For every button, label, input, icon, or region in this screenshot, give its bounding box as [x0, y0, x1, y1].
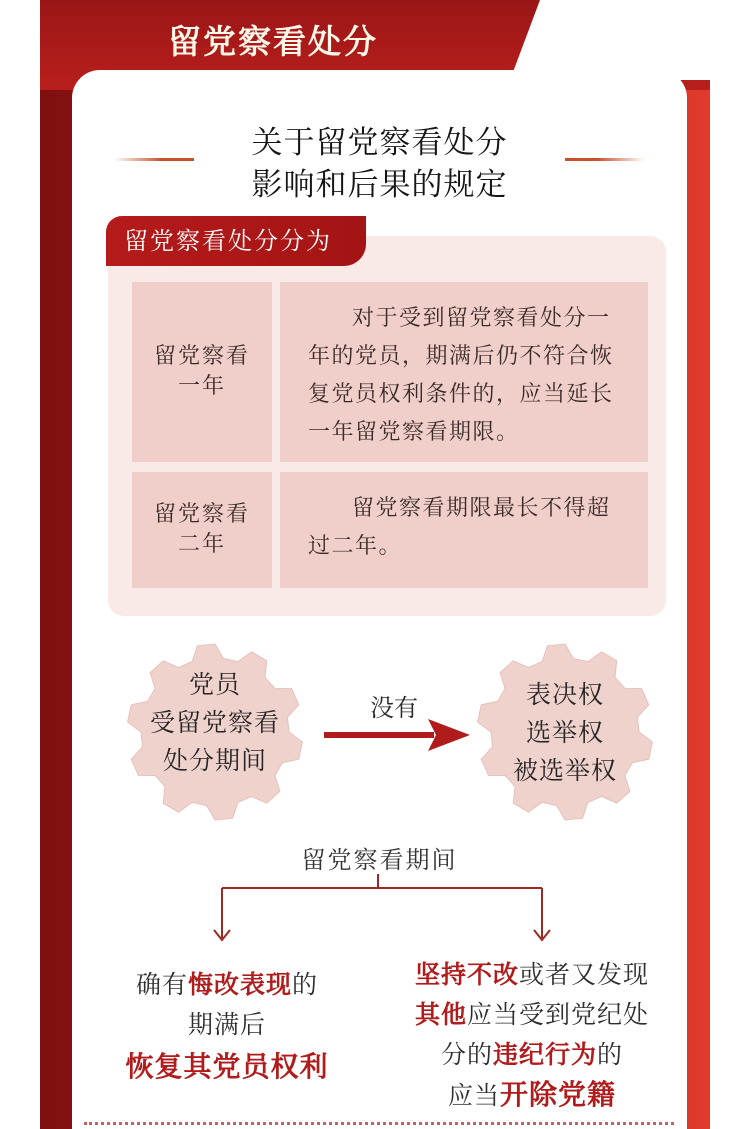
label-line: 一年 [177, 374, 226, 399]
panel-tag: 留党察看处分分为 [106, 216, 366, 266]
outcome-left-result: 恢复其党员权利 [125, 1050, 329, 1083]
gear-right-line: 选举权 [525, 718, 604, 747]
outcome-text: 的 [292, 970, 319, 999]
outcome-right-line [382, 1035, 682, 1075]
outcome-right [382, 955, 682, 1116]
outcome-right-line [382, 1075, 682, 1116]
outcome-text: 应当受到党纪处 [467, 1000, 650, 1029]
outcome-text: 的 [597, 1040, 624, 1069]
label-line: 二年 [177, 532, 226, 557]
heading-line-1: 关于留党察看处分 [251, 125, 508, 161]
gear-left-line: 受留党察看 [149, 708, 280, 737]
gear-left-line: 处分期间 [162, 746, 267, 775]
outcome-highlight: 违纪行为 [492, 1040, 597, 1069]
outcome-highlight: 悔改表现 [187, 970, 292, 999]
outcome-highlight: 开除党籍 [500, 1078, 617, 1111]
gear-right-text [470, 676, 660, 790]
dotted-divider [84, 1122, 674, 1125]
outcome-text: 分的 [440, 1040, 493, 1069]
gear-right-line: 被选举权 [512, 756, 617, 785]
outcome-highlight: 坚持不改 [414, 960, 519, 989]
outcome-highlight: 其他 [414, 1000, 467, 1029]
outcome-text: 确有 [135, 970, 188, 999]
outcome-left [92, 965, 362, 1089]
page-title: 留党察看处分 [168, 22, 378, 61]
label-line: 留党察看 [153, 344, 250, 369]
gear-left-line: 党员 [188, 670, 241, 699]
arrow-label: 没有 [370, 694, 418, 722]
content-card [72, 70, 687, 1129]
gear-left-text [120, 666, 310, 780]
branch-connector-icon [72, 870, 687, 950]
outcome-text: 或者又发现 [519, 960, 650, 989]
duration-label-two-years [132, 472, 272, 588]
title-tab-decoration [510, 0, 710, 80]
duration-label-one-year [132, 282, 272, 462]
label-line: 留党察看 [153, 502, 250, 527]
duration-text-two-years: 留党察看期限最长不得超过二年。 [280, 472, 648, 588]
duration-text-one-year: 对于受到留党察看处分一年的党员，期满后仍不符合恢复党员权利条件的，应当延长一年留党察看期限。 [280, 282, 648, 462]
outcome-left-line: 期满后 [187, 1010, 266, 1039]
page-frame [40, 0, 710, 1129]
outcome-right-line [382, 955, 682, 995]
gear-right-line: 表决权 [525, 680, 604, 709]
outcome-left-line [92, 965, 362, 1005]
heading-line-2: 影响和后果的规定 [251, 167, 508, 203]
right-arrow-icon [324, 715, 474, 755]
outcome-text: 应当 [447, 1081, 500, 1110]
section-heading [72, 122, 687, 206]
outcome-right-line [382, 995, 682, 1035]
period-title: 留党察看期间 [301, 846, 458, 874]
